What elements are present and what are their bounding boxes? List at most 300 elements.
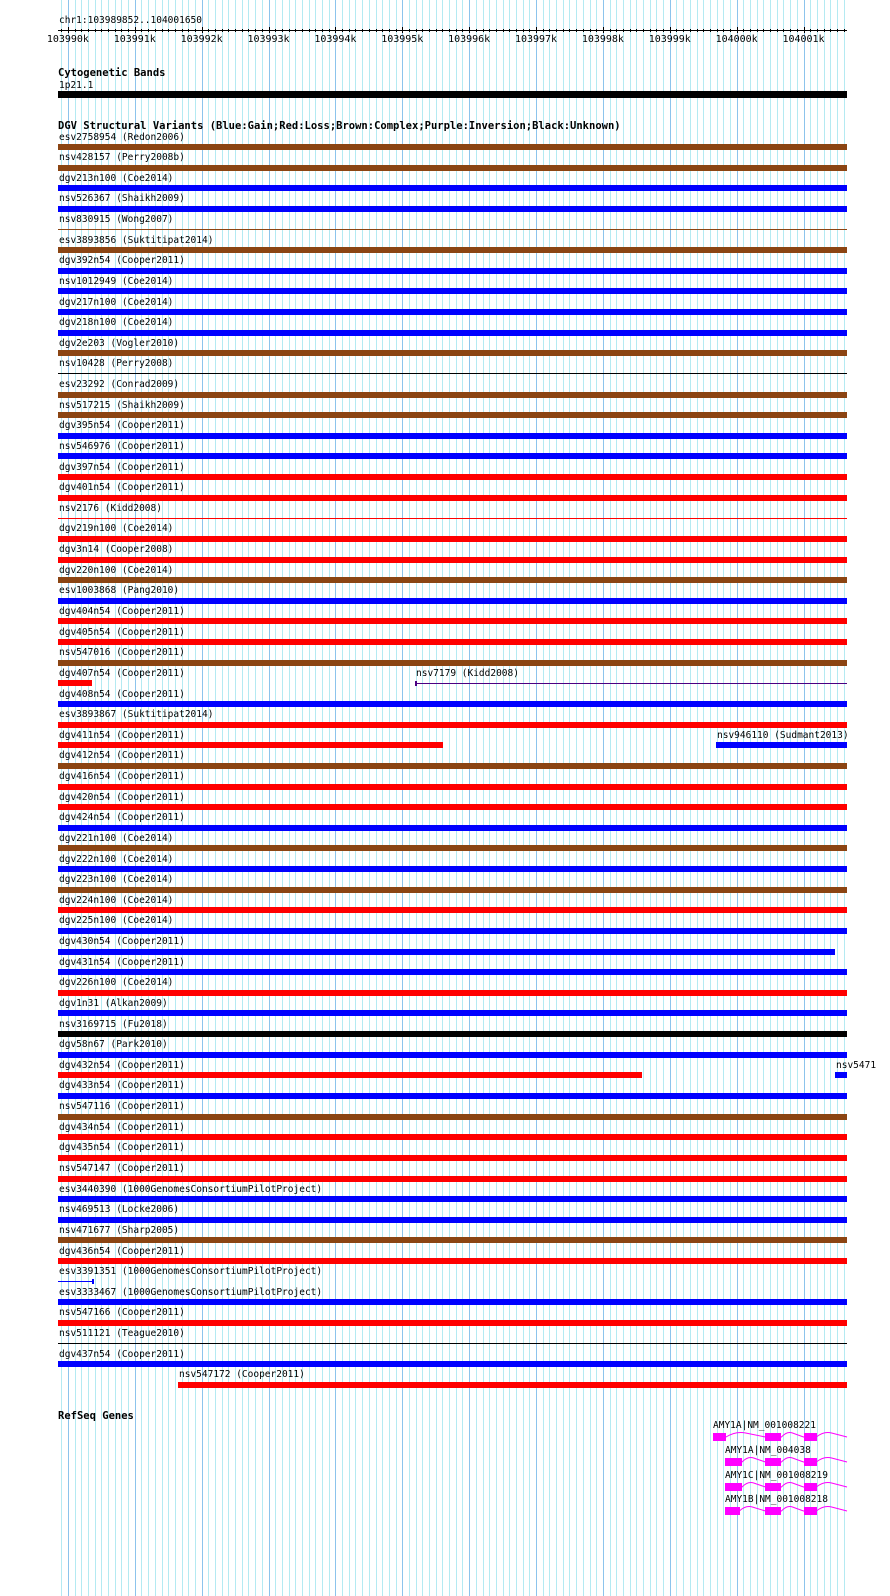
- grid-line-minor: [422, 0, 423, 1596]
- gene-label[interactable]: AMY1A|NM_001008221: [713, 1420, 816, 1431]
- variant-label[interactable]: dgv58n67 (Park2010): [59, 1039, 168, 1051]
- ruler-tick: [202, 27, 203, 33]
- grid-line-minor: [703, 0, 704, 1596]
- gene-intron-line: [0, 1503, 890, 1517]
- grid-line-minor: [717, 0, 718, 1596]
- gene-exon[interactable]: [713, 1433, 726, 1441]
- ruler-tick: [549, 29, 550, 32]
- grid-line-minor: [610, 0, 611, 1596]
- locus-label: chr1:103989852..104001650: [59, 15, 202, 26]
- variant-label[interactable]: dgv392n54 (Cooper2011): [59, 255, 185, 267]
- grid-line-minor: [596, 0, 597, 1596]
- ruler-tick: [623, 29, 624, 32]
- variant-label[interactable]: esv3893867 (Suktitipat2014): [59, 709, 214, 721]
- variant-bar[interactable]: [58, 288, 847, 294]
- grid-line-minor: [289, 0, 290, 1596]
- ruler-tick: [804, 27, 805, 33]
- grid-line-minor: [750, 0, 751, 1596]
- variant-label[interactable]: dgv420n54 (Cooper2011): [59, 791, 185, 803]
- variant-bar[interactable]: [58, 845, 847, 851]
- variant-label[interactable]: dgv407n54 (Cooper2011): [59, 667, 185, 679]
- variant-label[interactable]: nsv547147 (Cooper2011): [59, 1163, 185, 1174]
- ruler-tick: [643, 29, 644, 32]
- variant-bar[interactable]: [58, 949, 835, 955]
- variant-label[interactable]: dgv395n54 (Cooper2011): [59, 420, 185, 432]
- grid-line-minor: [576, 0, 577, 1596]
- ruler-tick: [556, 29, 557, 32]
- ruler-tick: [730, 29, 731, 32]
- variant-bar[interactable]: [58, 1093, 847, 1099]
- cytoband-label: 1p21.1: [59, 80, 94, 91]
- grid-line-minor: [569, 0, 570, 1596]
- grid-line-minor: [770, 0, 771, 1596]
- grid-line-minor: [676, 0, 677, 1596]
- ruler-tick: [563, 29, 564, 32]
- grid-line-minor: [529, 0, 530, 1596]
- gene-exon[interactable]: [804, 1433, 817, 1441]
- variant-bar[interactable]: [58, 907, 847, 913]
- ruler-tick: [168, 29, 169, 32]
- variant-label[interactable]: esv3333467 (1000GenomesConsortiumPilotProject): [59, 1286, 323, 1298]
- ruler-tick: [697, 29, 698, 32]
- grid-line-minor: [630, 0, 631, 1596]
- variant-line[interactable]: [58, 1343, 847, 1344]
- variant-bar[interactable]: [58, 660, 847, 666]
- variant-label[interactable]: nsv7179 (Kidd2008): [416, 667, 519, 679]
- variant-bar[interactable]: [58, 144, 847, 150]
- ruler-tick: [837, 29, 838, 32]
- variant-bar[interactable]: [58, 1299, 847, 1305]
- grid-line-minor: [295, 0, 296, 1596]
- ruler-tick-label: 103990k: [46, 34, 89, 45]
- ruler-tick: [442, 29, 443, 32]
- grid-line-minor: [516, 0, 517, 1596]
- grid-line-minor: [757, 0, 758, 1596]
- ruler-tick-label: 103992k: [180, 34, 223, 45]
- variant-bar[interactable]: [58, 1052, 847, 1058]
- variant-label[interactable]: dgv3n14 (Cooper2008): [59, 544, 174, 556]
- ruler-tick: [489, 29, 490, 32]
- variant-bar[interactable]: [58, 1258, 847, 1264]
- variant-label[interactable]: dgv431n54 (Cooper2011): [59, 956, 185, 968]
- ruler-tick: [576, 29, 577, 32]
- grid-line-minor: [790, 0, 791, 1596]
- gene-intron-line: [0, 1479, 890, 1493]
- variant-bar[interactable]: [58, 412, 847, 418]
- variant-label[interactable]: nsv471677 (Sharp2005): [59, 1224, 180, 1236]
- variant-label[interactable]: dgv435n54 (Cooper2011): [59, 1142, 185, 1154]
- grid-line-minor: [810, 0, 811, 1596]
- ruler-tick: [676, 29, 677, 32]
- ruler-tick-label: 104000k: [715, 34, 758, 45]
- grid-line-minor: [429, 0, 430, 1596]
- grid-line-minor: [777, 0, 778, 1596]
- variant-bar[interactable]: [58, 742, 443, 748]
- variant-label[interactable]: dgv220n100 (Coe2014): [59, 564, 174, 576]
- grid-line-minor: [262, 0, 263, 1596]
- ruler-tick-label: 103996k: [448, 34, 491, 45]
- variant-bar[interactable]: [58, 680, 92, 686]
- ruler-tick: [543, 29, 544, 32]
- variant-bar[interactable]: [58, 598, 847, 604]
- grid-line-minor: [322, 0, 323, 1596]
- variant-bar[interactable]: [58, 1114, 847, 1120]
- variant-label[interactable]: dgv218n100 (Coe2014): [59, 317, 174, 329]
- variant-label[interactable]: dgv2e203 (Vogler2010): [59, 337, 180, 349]
- variant-label[interactable]: dgv432n54 (Cooper2011): [59, 1059, 185, 1071]
- ruler-tick: [449, 29, 450, 32]
- gene-exon[interactable]: [765, 1483, 781, 1491]
- ruler-tick: [422, 29, 423, 32]
- grid-line-minor: [409, 0, 410, 1596]
- grid-line-minor: [656, 0, 657, 1596]
- variant-label[interactable]: nsv1012949 (Coe2014): [59, 275, 174, 287]
- ruler-tick: [509, 29, 510, 32]
- variant-label[interactable]: dgv437n54 (Cooper2011): [59, 1348, 185, 1360]
- grid-line-minor: [549, 0, 550, 1596]
- gene-exon[interactable]: [804, 1458, 817, 1466]
- grid-line-minor: [342, 0, 343, 1596]
- variant-end-cap: [415, 681, 417, 686]
- ruler-tick: [155, 29, 156, 32]
- grid-line-major: [804, 0, 805, 1596]
- variant-bar[interactable]: [58, 1072, 642, 1078]
- variant-bar[interactable]: [58, 639, 847, 645]
- variant-label[interactable]: dgv226n100 (Coe2014): [59, 977, 174, 989]
- grid-line-minor: [556, 0, 557, 1596]
- variant-label[interactable]: nsv526367 (Shaikh2009): [59, 193, 185, 205]
- variant-bar[interactable]: [178, 1382, 847, 1388]
- variant-label[interactable]: nsv5471: [836, 1059, 877, 1071]
- variant-label[interactable]: nsv511121 (Teague2010): [59, 1328, 185, 1340]
- variant-bar[interactable]: [58, 990, 847, 996]
- variant-bar[interactable]: [58, 1237, 847, 1243]
- variant-label[interactable]: esv2758954 (Redon2006): [59, 131, 185, 143]
- dgv-track-title[interactable]: DGV Structural Variants (Blue:Gain;Red:Loss;Brown:Complex;Purple:Inversion;Black:Unknown): [58, 120, 621, 132]
- ruler-tick-label: 103998k: [581, 34, 624, 45]
- variant-bar[interactable]: [58, 474, 847, 480]
- refseq-track-title[interactable]: RefSeq Genes: [58, 1410, 134, 1422]
- variant-bar[interactable]: [58, 433, 847, 439]
- grid-line-minor: [763, 0, 764, 1596]
- variant-bar[interactable]: [58, 825, 847, 831]
- cytoband-track-title[interactable]: Cytogenetic Bands: [58, 67, 166, 79]
- variant-bar[interactable]: [58, 928, 847, 934]
- ruler-tick: [335, 27, 336, 33]
- ruler-tick: [703, 29, 704, 32]
- ruler-tick: [790, 29, 791, 32]
- grid-line-minor: [255, 0, 256, 1596]
- variant-bar[interactable]: [58, 1010, 847, 1016]
- ruler-tick: [315, 29, 316, 32]
- grid-line-minor: [228, 0, 229, 1596]
- grid-line-minor: [382, 0, 383, 1596]
- grid-line-minor: [389, 0, 390, 1596]
- ruler-tick: [529, 29, 530, 32]
- ruler-tick: [737, 27, 738, 33]
- gene-exon[interactable]: [804, 1483, 817, 1491]
- ruler-tick: [636, 29, 637, 32]
- variant-label[interactable]: dgv225n100 (Coe2014): [59, 915, 174, 927]
- variant-line[interactable]: [58, 229, 847, 230]
- gene-exon[interactable]: [804, 1507, 817, 1515]
- gene-label[interactable]: AMY1C|NM_001008219: [725, 1469, 828, 1481]
- ruler-tick: [462, 29, 463, 32]
- variant-label[interactable]: dgv401n54 (Cooper2011): [59, 482, 185, 494]
- variant-bar[interactable]: [58, 1031, 847, 1037]
- variant-label[interactable]: esv23292 (Conrad2009): [59, 379, 180, 391]
- grid-line-minor: [663, 0, 664, 1596]
- variant-bar[interactable]: [58, 804, 847, 810]
- variant-bar[interactable]: [58, 206, 847, 212]
- variant-label[interactable]: dgv436n54 (Cooper2011): [59, 1245, 185, 1257]
- variant-label[interactable]: nsv469513 (Locke2006): [59, 1204, 180, 1216]
- ruler-tick: [329, 29, 330, 32]
- variant-bar[interactable]: [58, 495, 847, 501]
- ruler-tick: [496, 29, 497, 32]
- ruler-tick: [503, 29, 504, 32]
- variant-label[interactable]: nsv547016 (Cooper2011): [59, 647, 185, 659]
- variant-label[interactable]: dgv430n54 (Cooper2011): [59, 936, 185, 948]
- variant-bar[interactable]: [58, 330, 847, 336]
- variant-label[interactable]: nsv547172 (Cooper2011): [179, 1369, 305, 1381]
- gene-exon[interactable]: [765, 1458, 781, 1466]
- variant-label[interactable]: dgv412n54 (Cooper2011): [59, 750, 185, 762]
- variant-label[interactable]: esv3391351 (1000GenomesConsortiumPilotProject): [59, 1266, 323, 1278]
- variant-bar[interactable]: [58, 350, 847, 356]
- grid-line-minor: [563, 0, 564, 1596]
- ruler-tick: [396, 29, 397, 32]
- cytoband-bar[interactable]: [58, 91, 847, 98]
- variant-label[interactable]: nsv547116 (Cooper2011): [59, 1101, 185, 1113]
- gene-label[interactable]: AMY1B|NM_001008218: [725, 1494, 828, 1506]
- variant-label[interactable]: dgv405n54 (Cooper2011): [59, 626, 185, 638]
- variant-label[interactable]: dgv213n100 (Coe2014): [59, 172, 174, 184]
- variant-label[interactable]: dgv222n100 (Coe2014): [59, 853, 174, 865]
- ruler-tick: [610, 29, 611, 32]
- ruler-tick: [536, 27, 537, 33]
- variant-bar[interactable]: [58, 453, 847, 459]
- grid-line-minor: [476, 0, 477, 1596]
- variant-bar[interactable]: [58, 1320, 847, 1326]
- variant-label[interactable]: dgv217n100 (Coe2014): [59, 296, 174, 308]
- grid-line-minor: [743, 0, 744, 1596]
- variant-bar[interactable]: [58, 577, 847, 583]
- grid-line-minor: [496, 0, 497, 1596]
- ruler-tick: [222, 29, 223, 32]
- grid-line-minor: [590, 0, 591, 1596]
- variant-label[interactable]: dgv397n54 (Cooper2011): [59, 461, 185, 473]
- grid-line-minor: [462, 0, 463, 1596]
- grid-line-minor: [636, 0, 637, 1596]
- grid-line-minor: [543, 0, 544, 1596]
- grid-line-minor: [376, 0, 377, 1596]
- grid-line-minor: [583, 0, 584, 1596]
- variant-label[interactable]: dgv424n54 (Cooper2011): [59, 812, 185, 824]
- variant-bar[interactable]: [58, 165, 847, 171]
- grid-line-minor: [797, 0, 798, 1596]
- variant-line[interactable]: [58, 518, 847, 519]
- ruler-tick: [650, 29, 651, 32]
- grid-line-minor: [456, 0, 457, 1596]
- variant-bar[interactable]: [58, 247, 847, 253]
- grid-line-minor: [844, 0, 845, 1596]
- grid-line-minor: [309, 0, 310, 1596]
- gene-label[interactable]: AMY1A|NM_004038: [725, 1444, 811, 1456]
- variant-bar[interactable]: [58, 722, 847, 728]
- ruler-tick: [195, 29, 196, 32]
- ruler-tick: [188, 29, 189, 32]
- grid-line-minor: [817, 0, 818, 1596]
- grid-line-minor: [215, 0, 216, 1596]
- variant-label[interactable]: nsv10428 (Perry2008): [59, 358, 174, 370]
- grid-line-major: [402, 0, 403, 1596]
- variant-label[interactable]: nsv517215 (Shaikh2009): [59, 399, 185, 411]
- variant-bar[interactable]: [58, 784, 847, 790]
- variant-label[interactable]: nsv428157 (Perry2008b): [59, 152, 185, 164]
- ruler-tick: [523, 29, 524, 32]
- grid-line-minor: [824, 0, 825, 1596]
- variant-bar[interactable]: [58, 1217, 847, 1223]
- variant-label[interactable]: esv3893856 (Suktitipat2014): [59, 234, 214, 246]
- variant-label[interactable]: dgv434n54 (Cooper2011): [59, 1121, 185, 1133]
- variant-end-cap: [92, 1279, 94, 1284]
- grid-line-minor: [302, 0, 303, 1596]
- variant-bar[interactable]: [58, 701, 847, 707]
- variant-label[interactable]: nsv546976 (Cooper2011): [59, 440, 185, 452]
- ruler-tick: [135, 27, 136, 33]
- variant-bar[interactable]: [58, 557, 847, 563]
- variant-line[interactable]: [58, 1281, 93, 1282]
- variant-label[interactable]: dgv224n100 (Coe2014): [59, 894, 174, 906]
- ruler-tick: [88, 29, 89, 32]
- ruler-tick: [68, 27, 69, 33]
- variant-bar[interactable]: [716, 742, 847, 748]
- variant-bar[interactable]: [58, 309, 847, 315]
- ruler-tick: [770, 29, 771, 32]
- ruler-tick: [717, 29, 718, 32]
- grid-line-major: [335, 0, 336, 1596]
- grid-line-minor: [837, 0, 838, 1596]
- variant-label[interactable]: nsv547166 (Cooper2011): [59, 1307, 185, 1319]
- gene-intron-line: [0, 1429, 890, 1443]
- variant-line[interactable]: [58, 373, 847, 374]
- variant-bar[interactable]: [58, 1196, 847, 1202]
- variant-label[interactable]: dgv1n31 (Alkan2009): [59, 997, 168, 1009]
- grid-line-minor: [275, 0, 276, 1596]
- variant-bar[interactable]: [58, 185, 847, 191]
- ruler-tick: [342, 29, 343, 32]
- variant-label[interactable]: dgv416n54 (Cooper2011): [59, 771, 185, 783]
- ruler-tick: [797, 29, 798, 32]
- gene-exon[interactable]: [725, 1483, 742, 1491]
- grid-line-minor: [503, 0, 504, 1596]
- ruler-tick: [583, 29, 584, 32]
- variant-bar[interactable]: [58, 1361, 847, 1367]
- ruler-tick: [141, 29, 142, 32]
- ruler-tick: [309, 29, 310, 32]
- variant-label[interactable]: dgv433n54 (Cooper2011): [59, 1080, 185, 1092]
- grid-line-minor: [650, 0, 651, 1596]
- variant-bar[interactable]: [58, 392, 847, 398]
- ruler-tick: [128, 29, 129, 32]
- variant-bar[interactable]: [58, 887, 847, 893]
- variant-label[interactable]: esv1003868 (Pang2010): [59, 585, 180, 597]
- variant-bar[interactable]: [58, 1176, 847, 1182]
- ruler-tick: [763, 29, 764, 32]
- ruler-tick: [228, 29, 229, 32]
- variant-bar[interactable]: [835, 1072, 847, 1078]
- ruler-tick: [429, 29, 430, 32]
- variant-bar[interactable]: [58, 618, 847, 624]
- ruler-tick: [810, 29, 811, 32]
- ruler-tick: [723, 29, 724, 32]
- variant-label[interactable]: dgv219n100 (Coe2014): [59, 523, 174, 535]
- gene-exon[interactable]: [765, 1433, 781, 1441]
- variant-label[interactable]: dgv408n54 (Cooper2011): [59, 688, 185, 700]
- ruler-tick: [783, 29, 784, 32]
- grid-line-minor: [349, 0, 350, 1596]
- grid-line-minor: [697, 0, 698, 1596]
- ruler-tick: [409, 29, 410, 32]
- variant-bar[interactable]: [58, 969, 847, 975]
- grid-line-minor: [248, 0, 249, 1596]
- ruler-tick: [182, 29, 183, 32]
- variant-label[interactable]: nsv946110 (Sudmant2013): [717, 729, 849, 741]
- grid-line-minor: [710, 0, 711, 1596]
- ruler-tick-label: 103993k: [247, 34, 290, 45]
- variant-label[interactable]: nsv2176 (Kidd2008): [59, 502, 162, 514]
- grid-line-minor: [282, 0, 283, 1596]
- ruler-tick: [476, 29, 477, 32]
- variant-label[interactable]: dgv223n100 (Coe2014): [59, 874, 174, 886]
- variant-line[interactable]: [415, 683, 847, 684]
- ruler-tick: [590, 29, 591, 32]
- variant-label[interactable]: dgv404n54 (Cooper2011): [59, 605, 185, 617]
- variant-bar[interactable]: [58, 1155, 847, 1161]
- variant-label[interactable]: dgv221n100 (Coe2014): [59, 832, 174, 844]
- variant-bar[interactable]: [58, 866, 847, 872]
- gene-exon[interactable]: [765, 1507, 781, 1515]
- variant-label[interactable]: nsv3169715 (Fu2018): [59, 1018, 168, 1030]
- variant-bar[interactable]: [58, 536, 847, 542]
- ruler-tick: [663, 29, 664, 32]
- ruler-tick-label: 103991k: [113, 34, 156, 45]
- variant-label[interactable]: nsv830915 (Wong2007): [59, 214, 174, 226]
- ruler-tick: [101, 29, 102, 32]
- ruler-tick: [750, 29, 751, 32]
- grid-line-minor: [396, 0, 397, 1596]
- ruler-tick: [456, 29, 457, 32]
- ruler-tick: [282, 29, 283, 32]
- grid-line-minor: [489, 0, 490, 1596]
- variant-bar[interactable]: [58, 763, 847, 769]
- ruler-tick: [670, 27, 671, 33]
- ruler-tick: [61, 29, 62, 32]
- variant-bar[interactable]: [58, 1134, 847, 1140]
- gene-exon[interactable]: [725, 1458, 742, 1466]
- ruler-tick-label: 103994k: [314, 34, 357, 45]
- grid-line-minor: [509, 0, 510, 1596]
- gene-exon[interactable]: [725, 1507, 740, 1515]
- variant-label[interactable]: dgv411n54 (Cooper2011): [59, 729, 185, 741]
- ruler-tick-label: 103997k: [514, 34, 558, 45]
- grid-line-minor: [362, 0, 363, 1596]
- variant-bar[interactable]: [58, 268, 847, 274]
- grid-line-minor: [783, 0, 784, 1596]
- ruler-tick: [275, 29, 276, 32]
- variant-label[interactable]: esv3440390 (1000GenomesConsortiumPilotProject): [59, 1183, 323, 1195]
